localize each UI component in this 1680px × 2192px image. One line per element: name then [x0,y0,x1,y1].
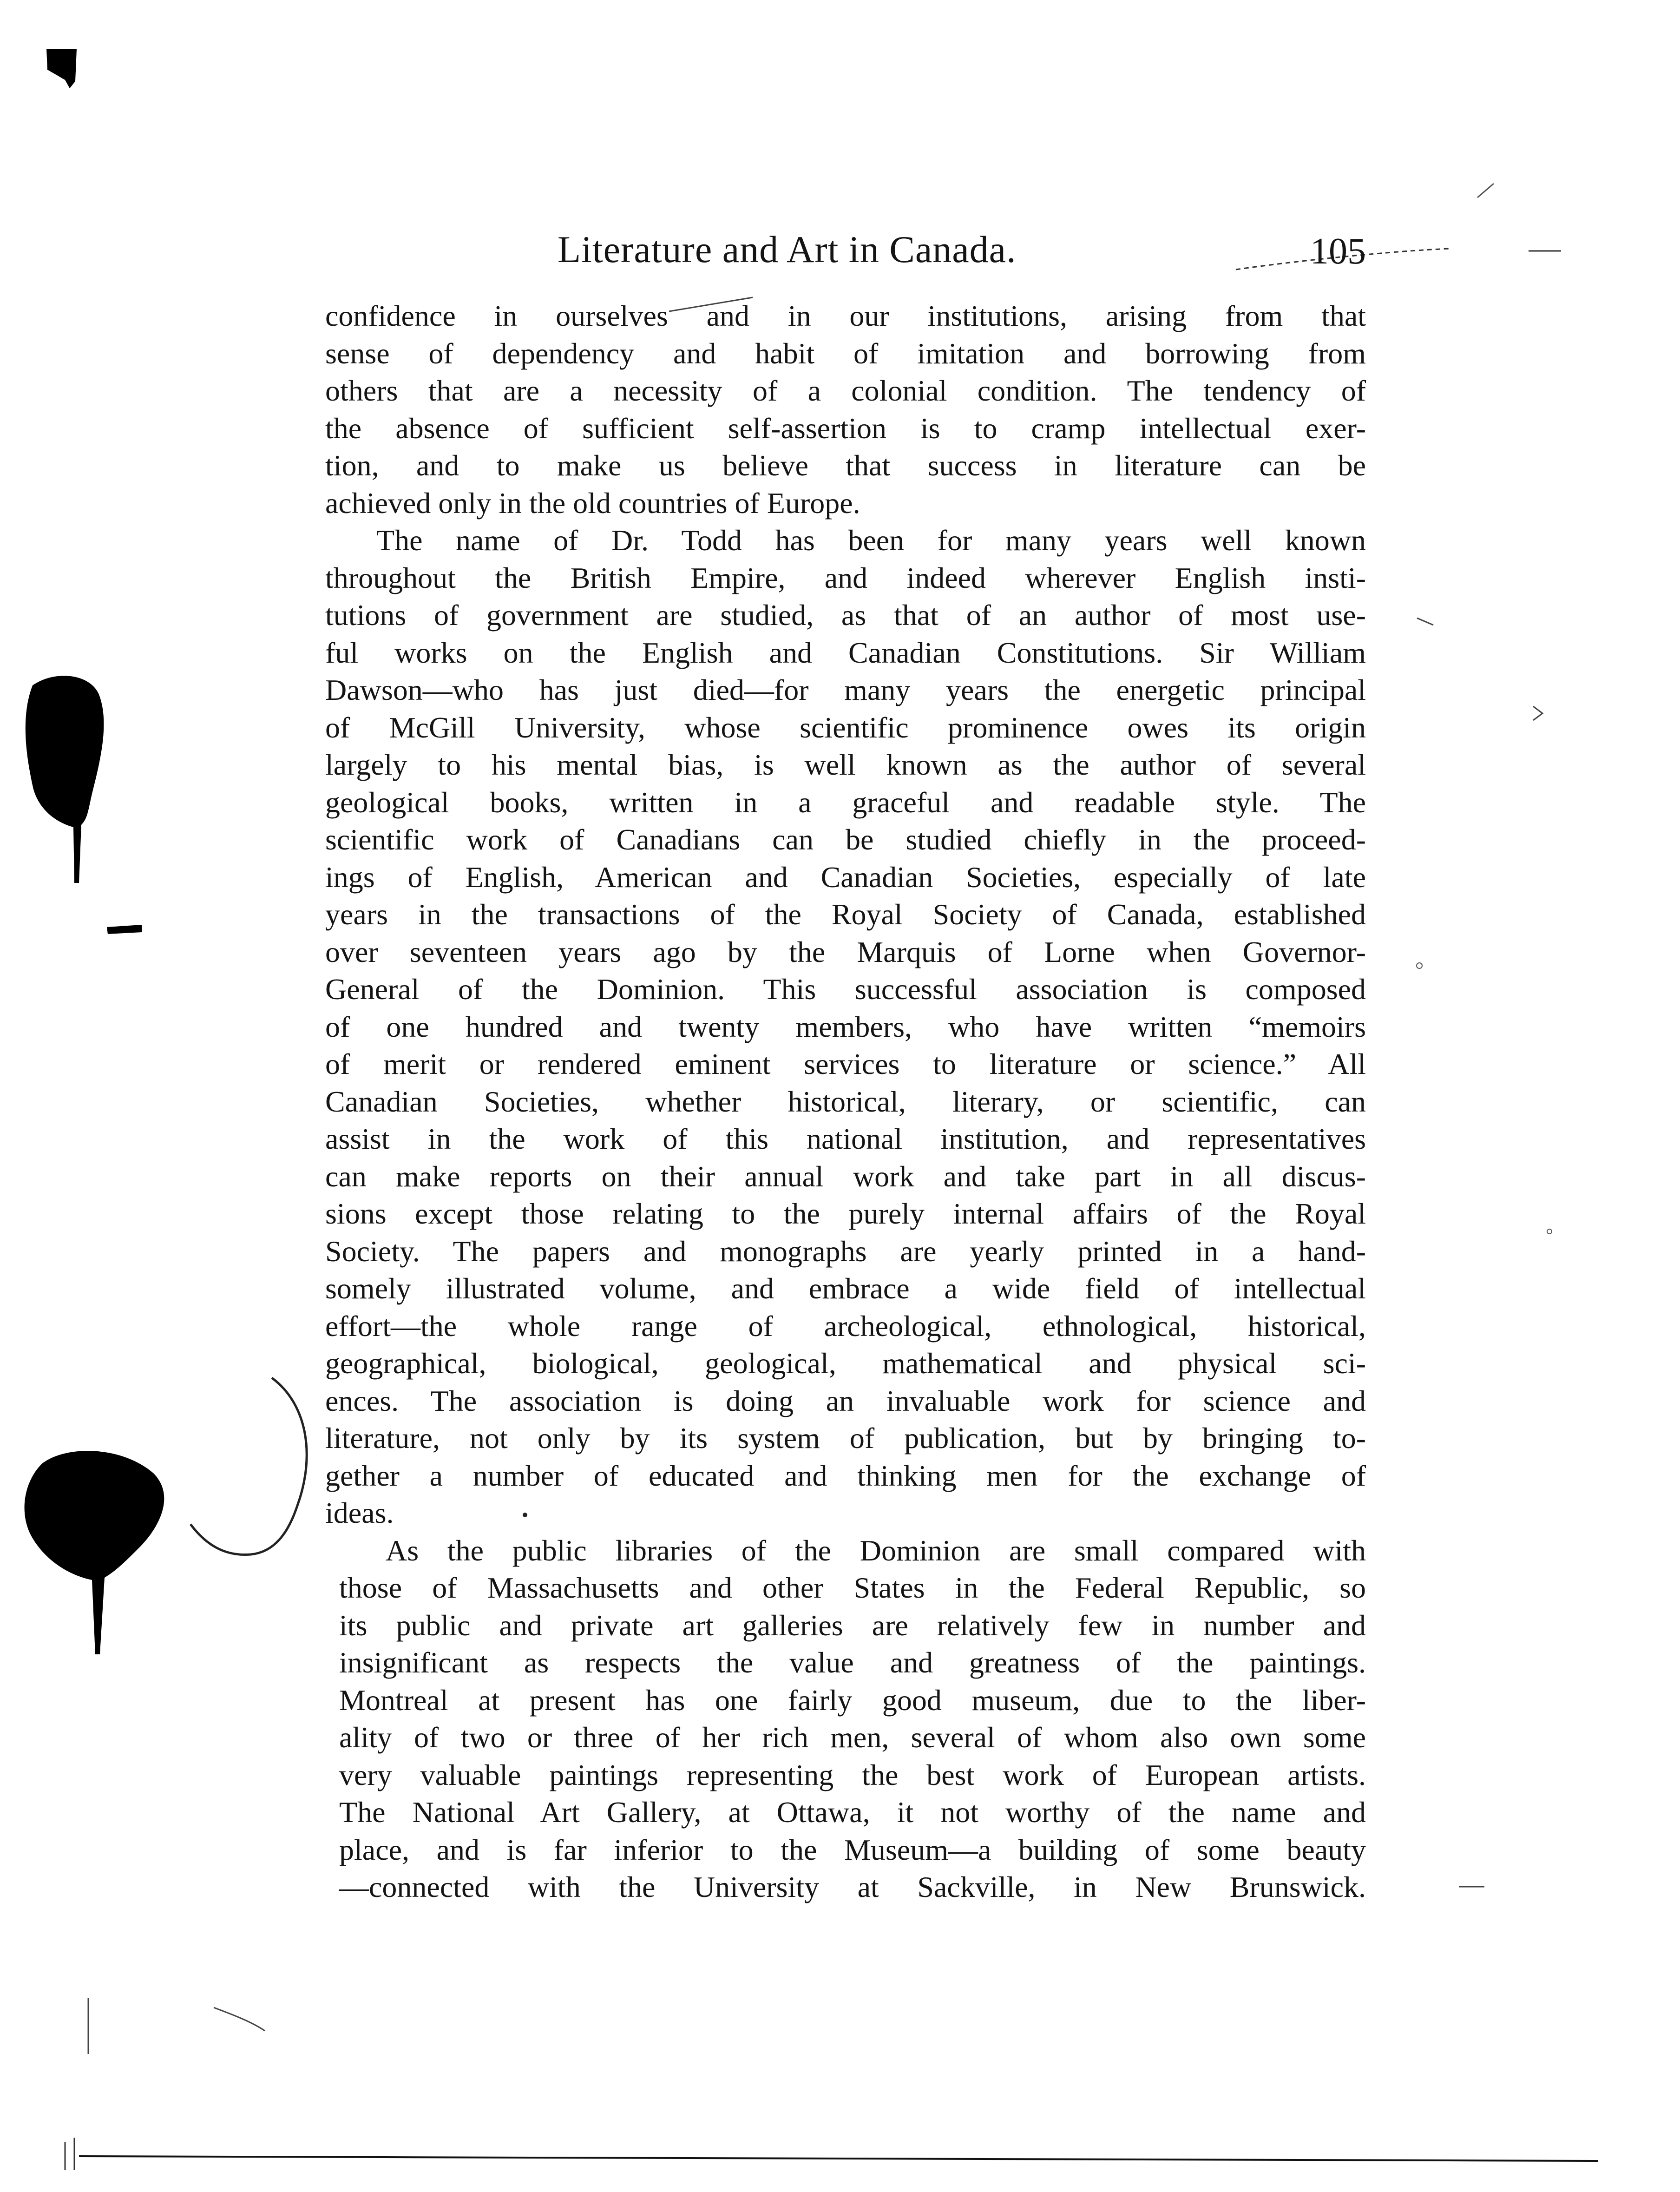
text-line: the absence of sufficient self-assertion is to cramp intellectual exer- [325,411,1366,445]
running-title: Literature and Art in Canada. [558,228,1017,270]
text-line: effort—the whole range of archeological, ethnological, historical, [325,1309,1366,1343]
text-line: The National Art Gallery, at Ottawa, it not worthy of the name and [339,1796,1366,1829]
body-text [325,297,1366,1906]
paragraph [325,297,1366,522]
text-line: throughout the British Empire, and indeed wherever English insti- [325,561,1366,594]
pencil-bracket [190,1378,307,1555]
text-line: somely illustrated volume, and embrace a wide field of intellectual [325,1272,1366,1305]
text-line: confidence in ourselves and in our institutions, arising from that [325,299,1366,332]
ink-blot-lower [25,1451,164,1654]
text-line: The name of Dr. Todd has been for many years well known [376,524,1366,557]
text-line: insignificant as respects the value and greatness of the paintings. [339,1646,1366,1679]
text-line: achieved only in the old countries of Europe. [325,486,860,520]
text-line: ideas. [325,1496,394,1529]
text-line: tutions of government are studied, as that of an author of most use- [325,599,1366,632]
text-line: years in the transactions of the Royal Society of Canada, established [325,898,1366,931]
text-line: those of Massachusetts and other States in the Federal Republic, so [339,1571,1366,1604]
text-line: geological books, written in a graceful and readable style. The [325,785,1366,819]
paragraph [325,522,1366,1532]
text-line: place, and is far inferior to the Museum—a building of some beauty [339,1833,1366,1866]
text-line: can make reports on their annual work and take part in all discus- [325,1159,1366,1193]
text-line: of one hundred and twenty members, who have written “memoirs [325,1010,1366,1043]
text-line: tion, and to make us believe that success in literature can be [325,449,1366,482]
ink-blot-upper [26,676,104,883]
text-line: ful works on the English and Canadian Constitutions. Sir William [325,636,1366,669]
text-line: General of the Dominion. This successful association is composed [325,973,1366,1006]
paragraph [325,1532,1366,1906]
bottom-rule [79,2156,1598,2161]
text-line: others that are a necessity of a colonial condition. The tendency of [325,374,1366,407]
text-line: sense of dependency and habit of imitation and borrowing from [325,336,1366,370]
text-line: assist in the work of this national institution, and representatives [325,1122,1366,1155]
text-line: over seventeen years ago by the Marquis of Lorne when Governor- [325,935,1366,968]
text-line: largely to his mental bias, is well known as the author of several [325,748,1366,781]
page-number: 105 [1310,231,1366,272]
text-line: geographical, biological, geological, mathematical and physical sci- [325,1347,1366,1380]
text-line: —connected with the University at Sackville, in New Brunswick. [339,1870,1366,1903]
ink-mark [107,925,142,934]
text-line: ality of two or three of her rich men, several of whom also own some [339,1721,1366,1754]
text-line: Society. The papers and monographs are yearly printed in a hand- [325,1234,1366,1268]
text-line: Dawson—who has just died—for many years the energetic principal [325,673,1366,706]
text-line: very valuable paintings representing the best work of European artists. [339,1758,1366,1791]
text-line: scientific work of Canadians can be studied chiefly in the proceed- [325,823,1366,856]
text-line: gether a number of educated and thinking men for the exchange of [325,1459,1366,1492]
text-line: its public and private art galleries are relatively few in number and [339,1608,1366,1642]
text-line: As the public libraries of the Dominion are small compared with [386,1534,1366,1567]
text-line: sions except those relating to the purely internal affairs of the Royal [325,1197,1366,1230]
text-line: Montreal at present has one fairly good museum, due to the liber- [339,1683,1366,1717]
text-line: literature, not only by its system of publication, but by bringing to- [325,1422,1366,1455]
text-line: ences. The association is doing an invaluable work for science and [325,1384,1366,1417]
text-line: of merit or rendered eminent services to literature or science.” All [325,1047,1366,1080]
text-line: ings of English, American and Canadian Societies, especially of late [325,860,1366,894]
text-line: of McGill University, whose scientific prominence owes its origin [325,711,1366,744]
text-line: Canadian Societies, whether historical, literary, or scientific, can [325,1085,1366,1118]
running-header [325,228,1468,279]
